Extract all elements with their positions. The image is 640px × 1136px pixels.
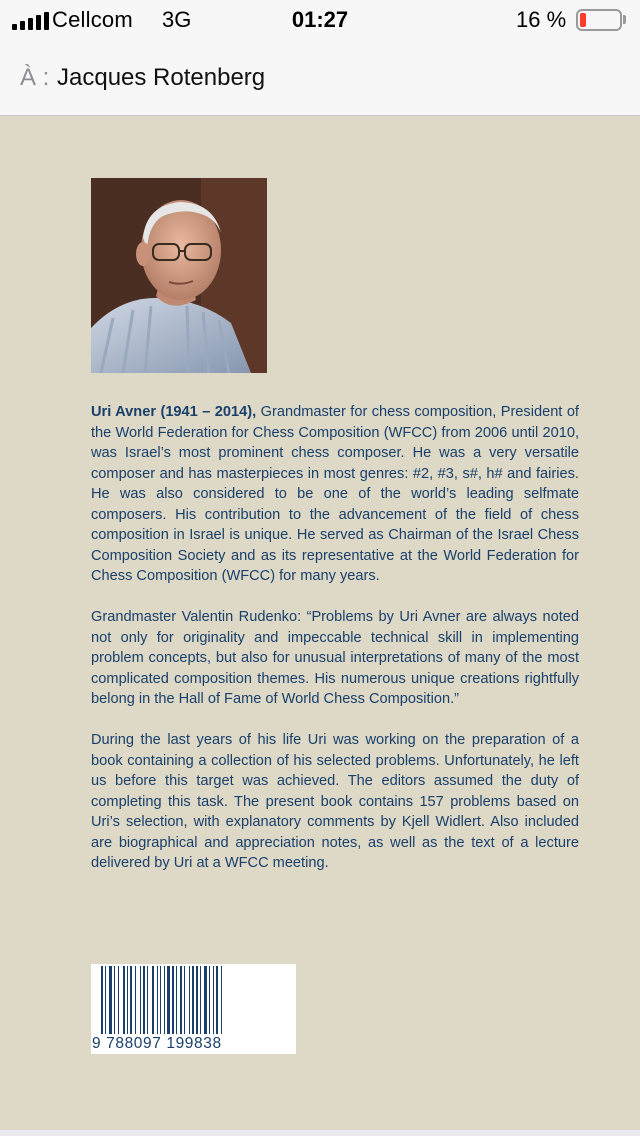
recipient-name[interactable]: Jacques Rotenberg	[57, 64, 266, 91]
network-type: 3G	[162, 7, 192, 32]
bio-paragraph-3: During the last years of his life Uri was working on the preparation of a book containing a collection of his selected problems. Unfortunately, he left us before this target was achieved. The editors assumed the duty of completing this task. The present book contains 157 problems based on Uri’s selection, with explanatory comments by Kjell Widlert. Also included are biographical and appreciation notes, as well as the text of a lecture delivered by Uri at a WFCC meeting.	[91, 732, 579, 871]
battery-tip	[623, 15, 626, 24]
bottom-edge	[0, 1130, 640, 1136]
status-bar	[0, 0, 640, 40]
barcode-digits: 9 788097 199838	[92, 1035, 222, 1052]
author-name-dates: Uri Avner (1941 – 2014),	[91, 404, 257, 420]
bio-paragraph-1	[91, 402, 579, 587]
bio-paragraph-2: Grandmaster Valentin Rudenko: “Problems by Uri Avner are always noted not only for originality and impeccable technical skill in implementing problem concepts, but also for unusual interpretations of many of the most complicated composition themes. His numerous unique creations rightfully belong in the Hall of Fame of World Chess Composition.”	[91, 609, 579, 707]
barcode-bars	[91, 964, 296, 1036]
recipient-header[interactable]	[0, 40, 640, 116]
recipient-label: À :	[20, 64, 50, 91]
author-portrait-photo	[91, 178, 267, 373]
isbn-barcode	[91, 964, 296, 1054]
battery-level-fill	[580, 13, 586, 27]
battery-icon	[576, 9, 622, 31]
carrier-name: Cellcom	[52, 7, 133, 32]
battery-percent: 16 %	[516, 7, 567, 32]
bio-paragraph-1-text: Grandmaster for chess composition, President of the World Federation for Chess Composition (WFCC) from 2006 until 2010, was Israel’s most prominent chess composer. He was a very versatile composer and has masterpieces in most genres: #2, #3, s#, h# and fairies. He was also considered to be one of the world’s leading selfmate composers. His contribution to the advancement of the field of chess composition in Israel is unique. He served as Chairman of the Israel Chess Composition Society and as its representative at the World Federation for Chess Composition (WFCC) for many years.	[91, 404, 579, 584]
author-biography	[91, 402, 579, 894]
status-time: 01:27	[291, 7, 349, 32]
book-back-cover-image[interactable]	[0, 116, 640, 1130]
